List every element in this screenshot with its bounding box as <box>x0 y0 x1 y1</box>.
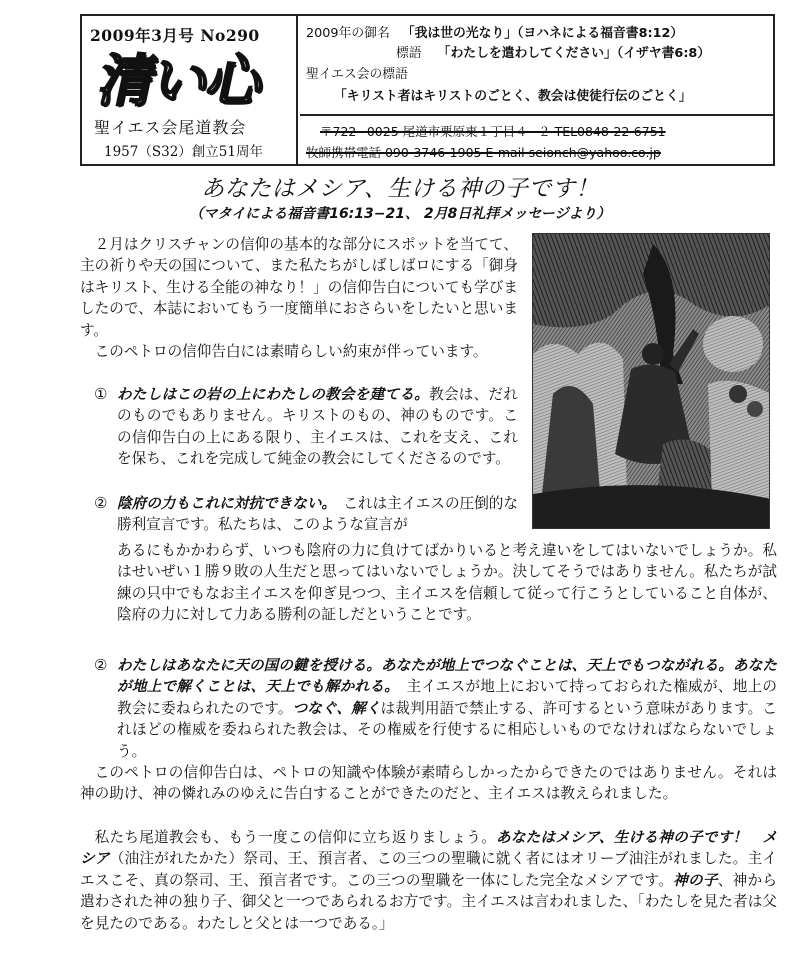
founded-line: 1957（S32）創立51周年 <box>104 144 263 160</box>
issue-number: 2009年3月号 No290 <box>90 26 260 45</box>
faith-paragraph: このペトロの信仰告白は、ペトロの知識や体験が素晴らしかったからできたのではありません。それは神の助け、神の憐れみのゆえに告白することができたのだと、主イエスは教えられました。 <box>80 764 777 803</box>
closing-end: 、神から遣わされた神の独り子、御父と一つであられるお方です。主イエスは言われました、「わたしを見た者は父を見たのである。わたしと父とは一つである。」 <box>80 871 777 932</box>
society-label: 聖イエス会の標語 <box>306 67 408 82</box>
closing-keyword: あなたはメシア、生ける神の子です！ <box>495 829 748 846</box>
address-line: 〒722−0025 尾道市栗原東１丁目４−２ TEL0848-22-6751 <box>320 124 666 139</box>
point-3-keyword: つなぐ、解く <box>292 699 381 717</box>
point-3-marker: ② <box>94 656 108 674</box>
point-2-heading: 陰府の力もこれに対抗できない。 <box>117 495 329 512</box>
year-motto-label: 2009年の御名 <box>306 26 390 41</box>
messiah-keyword: メシア <box>80 829 777 868</box>
article-title: あなたはメシア、生ける神の子です！ <box>201 176 599 202</box>
slogan-label: 標語 <box>396 46 422 61</box>
society-motto-text: 「キリスト者はキリストのごとく、教会は使徒行伝のごとく」 <box>334 89 692 104</box>
masthead-divider <box>300 114 775 116</box>
year-motto-row <box>306 22 683 41</box>
point-2-marker: ② <box>94 494 108 512</box>
masthead-brand <box>82 16 298 164</box>
church-name: 聖イエス会尾道教会 <box>94 118 247 137</box>
slogan-row <box>396 42 710 61</box>
point-2-text <box>117 493 518 536</box>
point-3-text <box>117 655 777 762</box>
point-1-body: 教会は、だれのものでもありません。キリストのもの、神のものです。この信仰告白の上にある限り、主イエスは、これを支え、これを保ち、これを完成して純金の教会にしてくださるのです。 <box>117 386 518 468</box>
year-motto-text: 「我は世の光なり」（ヨハネによる福音書8:12） <box>401 26 684 41</box>
contact-line: 牧師携帯電話 090-3746-1905 E-mail seionch@yahoo.co.jp <box>306 145 661 160</box>
slogan-text: 「わたしを遣わしてください」（イザヤ書6:8） <box>437 46 711 61</box>
masthead-info <box>300 16 775 164</box>
closing-paragraph <box>80 827 777 934</box>
point-3-body-b: は裁判用語で禁止する、許可するという意味があります。これほどの権威を委ねられた教会は、その権威を行使するに相応しいものでなければならないでしょう。 <box>117 699 777 760</box>
point-2-body-a: これは主イエスの圧倒的な勝利宣言です。私たちは、このような宣言が <box>117 495 518 534</box>
engraving-illustration <box>533 234 770 529</box>
point-1-marker: ① <box>94 385 108 403</box>
masthead <box>80 14 775 166</box>
closing-lead: 私たち尾道教会も、もう一度この信仰に立ち返りましょう。 <box>94 829 496 846</box>
article-subtitle: （マタイによる福音書16:13−21、 2月8日礼拝メッセージより） <box>189 206 611 222</box>
point-1-heading: わたしはこの岩の上にわたしの教会を建てる。 <box>117 386 430 403</box>
son-of-god-keyword: 神の子 <box>673 871 718 889</box>
engraving-image <box>532 233 770 529</box>
intro-paragraph: ２月はクリスチャンの信仰の基本的な部分にスポットを当てて、主の祈りや天の国について、また私たちがしばしばロにする「御身はキリスト、生ける全能の神なり！」の信仰告白についても学びましたので、本誌においてもう一度簡単におさらいをしたいと思います。 <box>80 236 518 339</box>
point-2-continuation: あるにもかかわらず、いつも陰府の力に負けてばかりいると考え違いをしてはいないでしょうか。私はせいぜい１勝９敗の人生だと思ってはいないでしょうか。決してそうではありません。私たちが試練の只中でもなお主イエスを仰ぎ見つつ、主イエスを信頼して従って行こうとしていること自体が、陰府の力に対して力ある勝利の証しだということです。 <box>117 542 777 624</box>
point-3-body-a: 主イエスが地上において持っておられた権威が、地上の教会に委ねられたのです。 <box>117 678 777 717</box>
point-1-text <box>117 384 518 470</box>
point-3-heading: わたしはあなたに天の国の鍵を授ける。あなたが地上でつなぐことは、天上でもつながれる。あなたが地上で解くことは、天上でも解かれる。 <box>117 657 777 696</box>
closing-body: （油注がれたかた）祭司、王、預言者、この三つの聖職に就く者にはオリーブ油注がれました。主イエスこそ、真の祭司、王、預言者です。この三つの聖職を一体にした完全なメシアです。 <box>80 850 777 889</box>
newsletter-logo: 清い心 <box>93 49 270 114</box>
society-motto <box>334 85 692 104</box>
intro-paragraph-2: このペトロの信仰告白には素晴らしい約束が伴っています。 <box>94 343 488 360</box>
